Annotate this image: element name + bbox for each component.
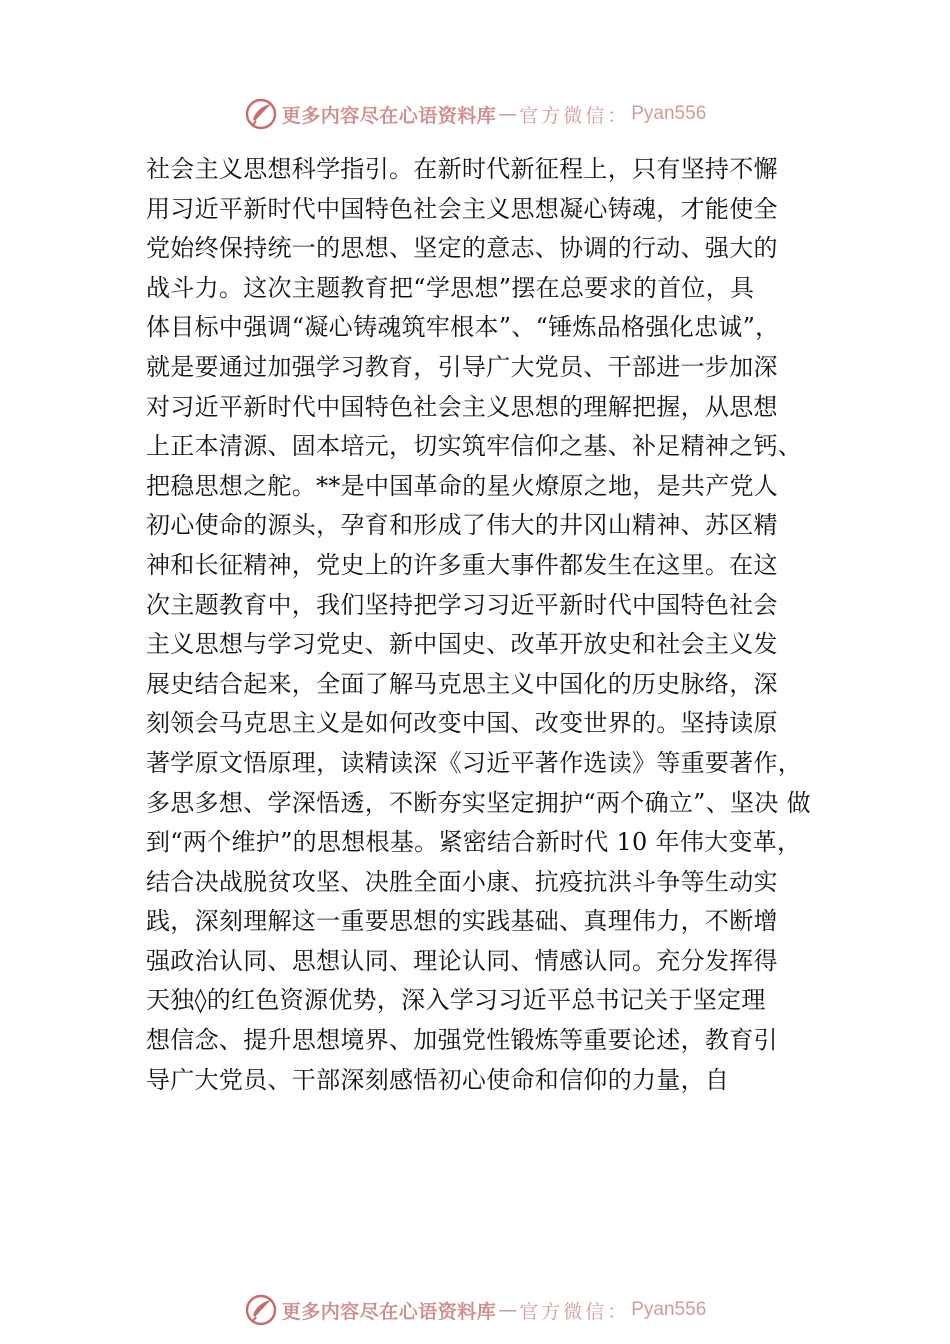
body-line: 体目标中强调“凝心铸魂筑牢根本”、“锤炼品格强化忠诚”， — [146, 313, 780, 342]
body-line: 导广大党员、干部深刻感悟初心使命和信仰的力量，自 — [146, 1065, 730, 1094]
brand-logo-icon — [244, 1293, 278, 1327]
body-line: 结合决战脱贫攻坚、决胜全面小康、抗疫抗洪斗争等生动实 — [146, 867, 778, 896]
body-line: 天独◊的红色资源优势，深入学习习近平总书记关于坚定理 — [146, 986, 766, 1015]
body-line: 践，深刻理解这一重要思想的实践基础、真理伟力，不断增 — [146, 907, 778, 936]
header-wechat-id: Pyan556 — [631, 103, 707, 124]
body-line: 神和长征精神，党史上的许多重大事件都发生在这里。在这 — [146, 550, 778, 579]
body-line: 著学原文悟原理，读精读深《习近平著作选读》等重要著作， — [146, 748, 803, 777]
body-line: 初心使命的源头，孕育和形成了伟大的井冈山精神、苏区精 — [146, 511, 778, 540]
footer-brand-text: 更多内容尽在心语资料库 — [281, 1300, 497, 1323]
header-brand-text: 更多内容尽在心语资料库 — [281, 104, 497, 127]
body-line: 到“两个维护”的思想根基。紧密结合新时代 10 年伟大变革， — [146, 828, 802, 857]
body-line: 主义思想与学习党史、新中国史、改革开放史和社会主义发 — [146, 630, 778, 659]
footer-separator: — — [498, 1299, 518, 1321]
body-line: 党始终保持统一的思想、坚定的意志、协调的行动、强大的 — [146, 234, 778, 263]
body-line: 把稳思想之舵。**是中国革命的星火燎原之地，是共产党人 — [146, 471, 779, 500]
body-line: 次主题教育中，我们坚持把学习习近平新时代中国特色社会 — [146, 590, 778, 619]
header-separator: — — [498, 103, 518, 125]
body-line: 多思多想、学深悟透，不断夯实坚定拥护“两个确立”、坚决 做 — [146, 788, 811, 817]
page-header-banner — [0, 94, 950, 134]
body-line: 用习近平新时代中国特色社会主义思想凝心铸魂，才能使全 — [146, 194, 778, 223]
page-footer-banner — [0, 1290, 950, 1330]
body-line: 展史结合起来，全面了解马克思主义中国化的历史脉络，深 — [146, 669, 778, 698]
body-line: 刻领会马克思主义是如何改变中国、改变世界的。坚持读原 — [146, 709, 778, 738]
body-line: 战斗力。这次主题教育把“学思想”摆在总要求的首位，具 — [146, 273, 755, 302]
brand-logo-icon — [244, 97, 278, 131]
footer-wechat-label: 官方微信： — [519, 1300, 630, 1323]
body-line: 就是要通过加强学习教育，引导广大党员、干部进一步加深 — [146, 352, 778, 381]
document-body — [146, 150, 826, 1100]
body-line: 上正本清源、固本培元，切实筑牢信仰之基、补足精神之钙、 — [146, 432, 803, 461]
body-line: 强政治认同、思想认同、理论认同、情感认同。充分发挥得 — [146, 946, 778, 975]
body-line: 对习近平新时代中国特色社会主义思想的理解把握，从思想 — [146, 392, 778, 421]
body-line: 想信念、提升思想境界、加强党性锻炼等重要论述，教育引 — [146, 1026, 778, 1055]
footer-wechat-id: Pyan556 — [631, 1299, 707, 1320]
header-wechat-label: 官方微信： — [519, 104, 630, 127]
body-line: 社会主义思想科学指引。在新时代新征程上，只有坚持不懈 — [146, 155, 778, 183]
